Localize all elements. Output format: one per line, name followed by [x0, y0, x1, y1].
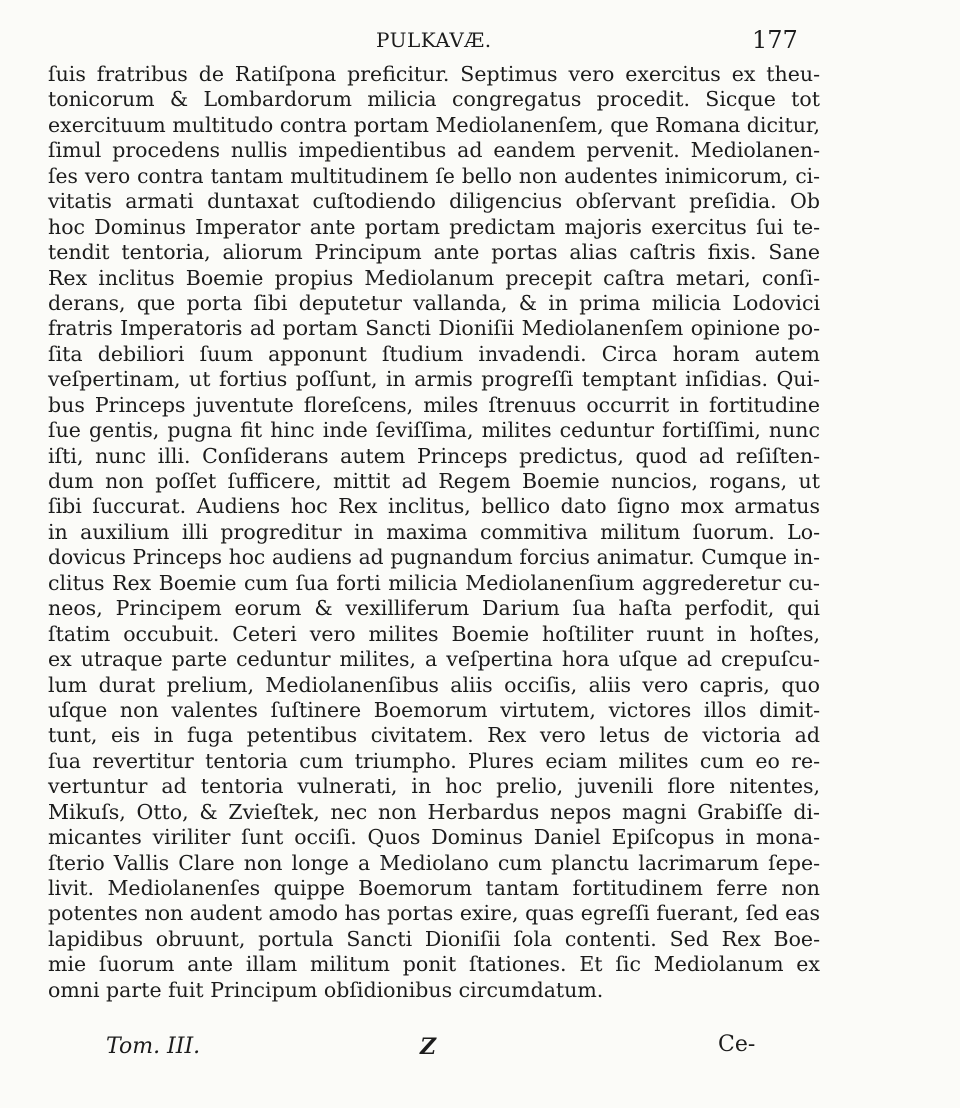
text-line: mie ſuorum ante illam militum ponit ſtationes. Et ſic Mediolanum ex [48, 952, 820, 977]
text-line: lum durat prelium, Mediolanenſibus aliis occiſis, aliis vero capris, quo [48, 672, 820, 697]
text-line: potentes non audent amodo has portas exire, quas egreſſi fuerant, ſed eas [48, 901, 820, 926]
text-line: ſimul procedens nullis impedientibus ad eandem pervenit. Mediolanen- [48, 138, 820, 163]
gathering-signature: Z [420, 1034, 437, 1060]
text-line: veſpertinam, ut fortius poſſunt, in armis progreſſi temptant inſidias. Qui- [48, 367, 820, 392]
text-line: ſibi ſuccurat. Audiens hoc Rex inclitus, bellico dato ſigno mox armatus [48, 494, 820, 519]
text-line: tunt, eis in fuga petentibus civitatem. Rex vero letus de victoria ad [48, 723, 820, 748]
text-line: uſque non valentes ſuſtinere Boemorum virtutem, victores illos dimit- [48, 697, 820, 722]
text-line: exercituum multitudo contra portam Mediolanenſem, que Romana dicitur, [48, 112, 820, 137]
text-line: dum non poſſet ſufficere, mittit ad Regem Boemie nuncios, rogans, ut [48, 469, 820, 493]
text-line: ſita debiliori ſuum apponunt ſtudium invadendi. Circa horam autem [48, 341, 820, 366]
text-line: fratris Imperatoris ad portam Sancti Dioniſii Mediolanenſem opinione po- [48, 316, 820, 341]
text-line: livit. Mediolanenſes quippe Boemorum tantam fortitudinem ferre non [48, 876, 820, 900]
text-line: lapidibus obruunt, portula Sancti Dioniſii ſola contenti. Sed Rex Boe- [48, 926, 820, 951]
text-line: ſua revertitur tentoria cum triumpho. Plures eciam milites cum eo re- [48, 748, 820, 773]
text-line: tendit tentoria, aliorum Principum ante portas alias caſtris fixis. Sane [48, 240, 820, 265]
text-line: iſti, nunc illi. Conſiderans autem Princeps predictus, quod ad reſiſten- [48, 443, 820, 468]
text-line: neos, Principem eorum & vexilliferum Darium ſua haſta perfodit, qui [48, 596, 820, 621]
page-footer [0, 1028, 960, 1068]
text-line: micantes viriliter ſunt occiſi. Quos Dominus Daniel Epiſcopus in mona- [48, 825, 820, 850]
text-line: dovicus Princeps hoc audiens ad pugnandum forcius animatur. Cumque in- [48, 545, 820, 570]
text-line: omni parte fuit Principum obſidionibus circumdatum. [48, 977, 604, 1002]
page-number: 177 [752, 26, 798, 54]
running-title: PULKAVÆ. [376, 28, 492, 52]
text-line: in auxilium illi progreditur in maxima commitiva militum ſuorum. Lo- [48, 519, 820, 544]
text-line: hoc Dominus Imperator ante portam predictam majoris exercitus ſui te- [48, 214, 820, 239]
text-line: vitatis armati duntaxat cuſtodiendo diligencius obſervant preſidia. Ob [48, 189, 820, 214]
text-line: Rex inclitus Boemie propius Mediolanum precepit caſtra metari, conſi- [48, 265, 820, 290]
text-line: ex utraque parte ceduntur milites, a veſpertina hora uſque ad crepuſcu- [48, 647, 820, 672]
volume-signature: Tom. III. [106, 1034, 201, 1059]
body-text [48, 62, 820, 1003]
text-line: vertuntur ad tentoria vulnerati, in hoc prelio, juvenili flore nitentes, [48, 774, 820, 799]
page-header [0, 22, 960, 58]
text-line: Mikuſs, Otto, & Zvieſtek, nec non Herbardus nepos magni Grabiſſe di- [48, 799, 820, 824]
catchword: Ce- [718, 1032, 756, 1057]
text-line: ſtatim occubuit. Ceteri vero milites Boemie hoſtiliter ruunt in hoſtes, [48, 621, 820, 646]
text-line: ſuis fratribus de Ratiſpona preficitur. Septimus vero exercitus ex theu- [48, 62, 820, 86]
text-line: ſes vero contra tantam multitudinem ſe bello non audentes inimicorum, ci- [48, 163, 820, 188]
text-line: ſterio Vallis Clare non longe a Mediolano cum planctu lacrimarum ſepe- [48, 850, 820, 875]
text-line: ſue gentis, pugna fit hinc inde ſeviſſima, milites ceduntur fortiſſimi, nunc [48, 418, 820, 443]
text-line: bus Princeps juventute floreſcens, miles ſtrenuus occurrit in fortitudine [48, 392, 820, 417]
text-line: clitus Rex Boemie cum ſua forti milicia Mediolanenſium aggrederetur cu- [48, 570, 820, 595]
text-line: tonicorum & Lombardorum milicia congregatus procedit. Sicque tot [48, 87, 820, 112]
text-line: derans, que porta ſibi deputetur vallanda, & in prima milicia Lodovici [48, 290, 820, 315]
